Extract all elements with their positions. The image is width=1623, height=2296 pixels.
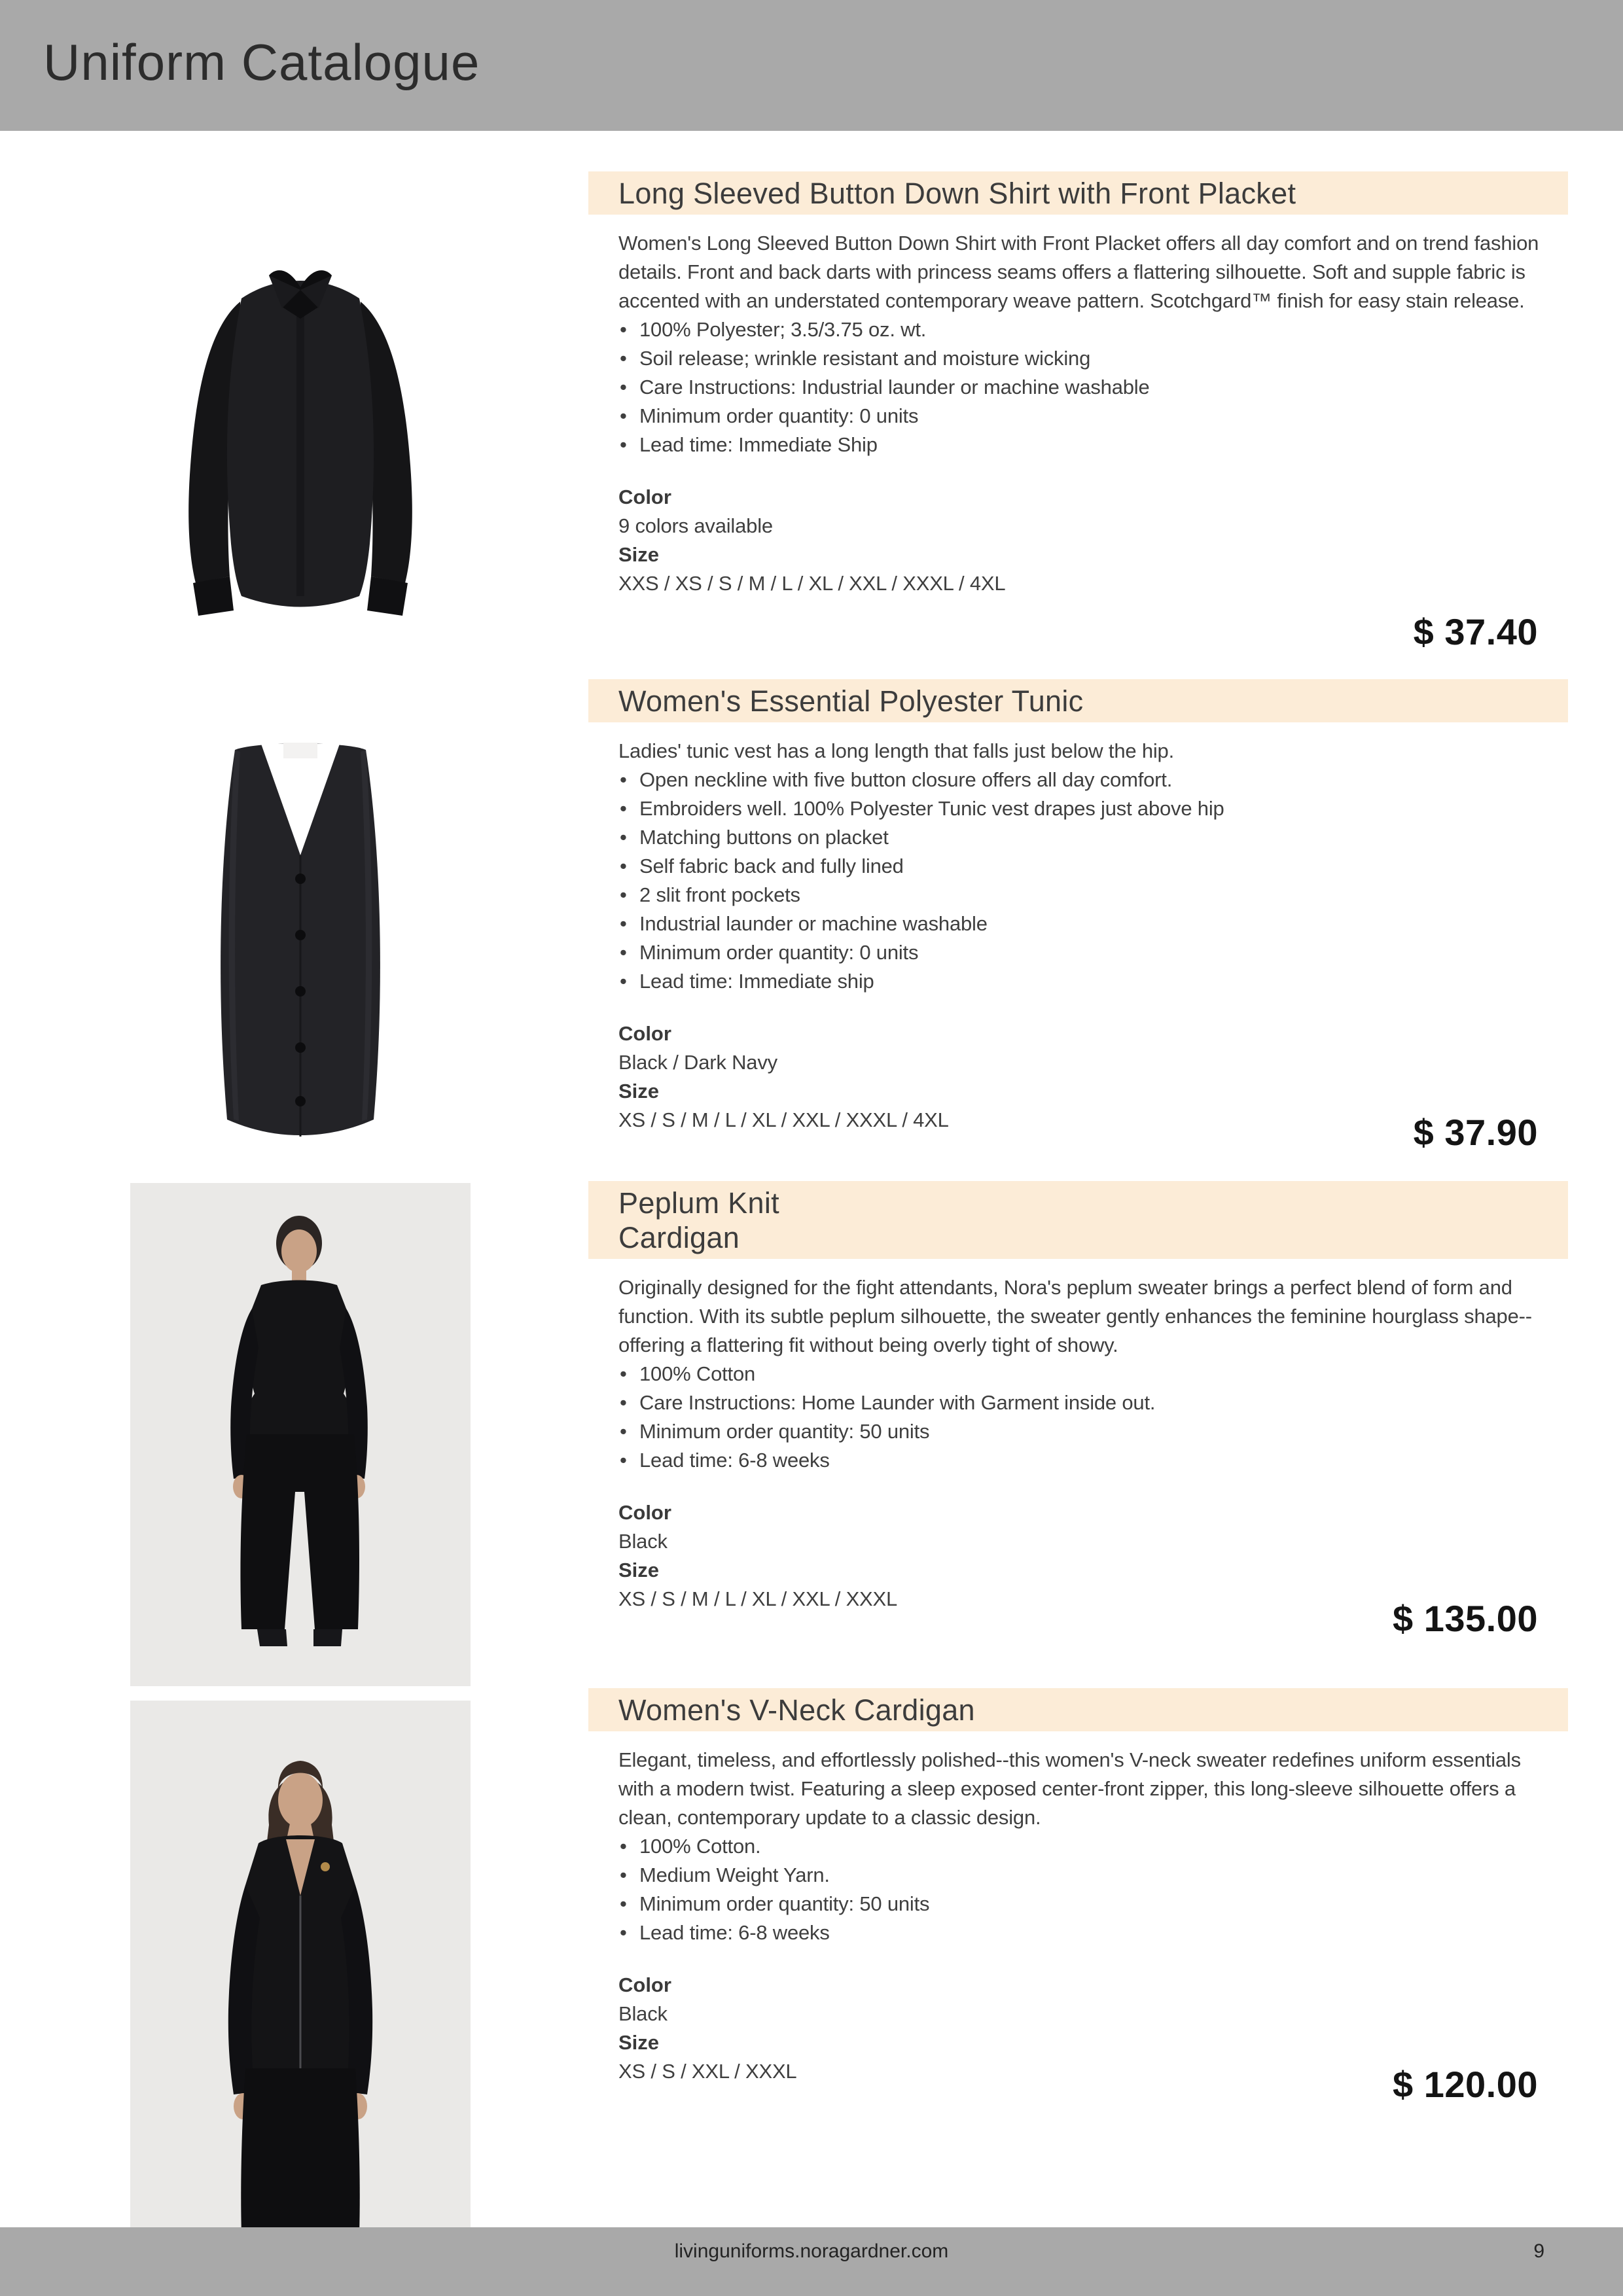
bullet-item: • 100% Cotton.: [618, 1832, 1548, 1861]
bullet-item: • Minimum order quantity: 0 units: [618, 402, 1548, 431]
product-description: Ladies' tunic vest has a long length that falls just below the hip.: [618, 739, 1174, 762]
product-bullets: [618, 1360, 1548, 1475]
bullet-item: • 100% Cotton: [618, 1360, 1548, 1388]
bullet-item: • 2 slit front pockets: [618, 881, 1548, 910]
color-value: Black: [618, 2002, 668, 2025]
color-label: Color: [618, 1501, 671, 1524]
product-price: $ 37.40: [1413, 611, 1538, 652]
color-label: Color: [618, 486, 671, 508]
bullet-item: • Medium Weight Yarn.: [618, 1861, 1548, 1890]
size-label: Size: [618, 1080, 660, 1103]
color-label: Color: [618, 1973, 671, 1996]
size-value: XS / S / M / L / XL / XXL / XXXL: [618, 1587, 898, 1610]
product-bullets: [618, 315, 1548, 459]
bullet-item: • 100% Polyester; 3.5/3.75 oz. wt.: [618, 315, 1548, 344]
product-price: $ 135.00: [1393, 1598, 1538, 1639]
color-label: Color: [618, 1022, 671, 1045]
color-value: 9 colors available: [618, 514, 773, 537]
color-value: Black / Dark Navy: [618, 1051, 777, 1074]
size-value: XS / S / M / L / XL / XXL / XXXL / 4XL: [618, 1108, 949, 1131]
bullet-item: • Care Instructions: Industrial launder or machine washable: [618, 373, 1548, 402]
bullet-item: • Minimum order quantity: 50 units: [618, 1417, 1548, 1446]
tunic-image: [130, 688, 471, 1169]
bullet-item: • Matching buttons on placket: [618, 823, 1548, 852]
product-price: $ 120.00: [1393, 2064, 1538, 2105]
bullet-item: • Industrial launder or machine washable: [618, 910, 1548, 938]
vneck-model-image: [130, 1701, 471, 2234]
product-section-vneck-cardigan: [0, 1688, 1623, 2234]
bullet-item: • Embroiders well. 100% Polyester Tunic vest drapes just above hip: [618, 794, 1548, 823]
product-photo-vneck-model: [130, 1701, 471, 2234]
peplum-model-image: [130, 1183, 471, 1686]
bullet-item: • Minimum order quantity: 50 units: [618, 1890, 1548, 1918]
size-label: Size: [618, 543, 660, 566]
product-photo-peplum-model: [130, 1183, 471, 1686]
product-bullets: [618, 1832, 1548, 1947]
product-title-line-2: Cardigan: [618, 1221, 740, 1254]
page-number: 9: [1533, 2240, 1544, 2262]
bullet-item: • Lead time: 6-8 weeks: [618, 1446, 1548, 1475]
product-title-band: [588, 679, 1568, 722]
product-title-line-1: Peplum Knit: [618, 1186, 779, 1220]
product-section-shirt: [0, 171, 1623, 679]
product-description: Originally designed for the fight attendants, Nora's peplum sweater brings a perfect blend of form and function. With its subtle peplum silhouette, the sweater gently enhances the feminine hourglass shape--offering a flattering fit without being overly tight of showy.: [618, 1276, 1532, 1356]
color-value: Black: [618, 1530, 668, 1553]
product-price: $ 37.90: [1413, 1112, 1538, 1153]
bullet-item: • Open neckline with five button closure offers all day comfort.: [618, 766, 1548, 794]
bullet-item: • Minimum order quantity: 0 units: [618, 938, 1548, 967]
product-title: Women's V-Neck Cardigan: [618, 1693, 975, 1727]
product-title: Long Sleeved Button Down Shirt with Front Placket: [618, 177, 1296, 210]
bullet-item: • Lead time: 6-8 weeks: [618, 1918, 1548, 1947]
shirt-image: [130, 177, 471, 658]
page-footer: [0, 2227, 1623, 2296]
product-section-peplum-cardigan: [0, 1181, 1623, 1688]
product-title-band: [588, 1181, 1568, 1259]
product-photo-shirt: [130, 177, 471, 658]
product-description: Elegant, timeless, and effortlessly polished--this women's V-neck sweater redefines uniform essentials with a modern twist. Featuring a sleep exposed center-front zipper, this long-sleeve silhouette offers a clean, contemporary update to a classic design.: [618, 1748, 1521, 1829]
footer-url: livinguniforms.noragardner.com: [674, 2240, 949, 2262]
bullet-item: • Care Instructions: Home Launder with Garment inside out.: [618, 1388, 1548, 1417]
size-value: XS / S / XXL / XXXL: [618, 2060, 797, 2083]
size-label: Size: [618, 1559, 660, 1581]
bullet-item: • Soil release; wrinkle resistant and moisture wicking: [618, 344, 1548, 373]
product-section-tunic: [0, 679, 1623, 1181]
size-label: Size: [618, 2031, 660, 2054]
page-title: Uniform Catalogue: [43, 33, 480, 91]
product-bullets: [618, 766, 1548, 996]
product-title-band: [588, 1688, 1568, 1731]
page-header: [0, 0, 1623, 131]
size-value: XXS / XS / S / M / L / XL / XXL / XXXL / 4XL: [618, 572, 1006, 595]
product-title-band: [588, 171, 1568, 215]
bullet-item: • Lead time: Immediate Ship: [618, 431, 1548, 459]
bullet-item: • Self fabric back and fully lined: [618, 852, 1548, 881]
bullet-item: • Lead time: Immediate ship: [618, 967, 1548, 996]
product-photo-tunic: [130, 688, 471, 1169]
product-title: Women's Essential Polyester Tunic: [618, 684, 1084, 718]
product-description: Women's Long Sleeved Button Down Shirt with Front Placket offers all day comfort and on trend fashion details. Front and back darts with princess seams offers a flattering silhouette. Soft and supple fabric is accented with an understated contemporary weave pattern. Scotchgard™ finish for easy stain release.: [618, 232, 1539, 312]
